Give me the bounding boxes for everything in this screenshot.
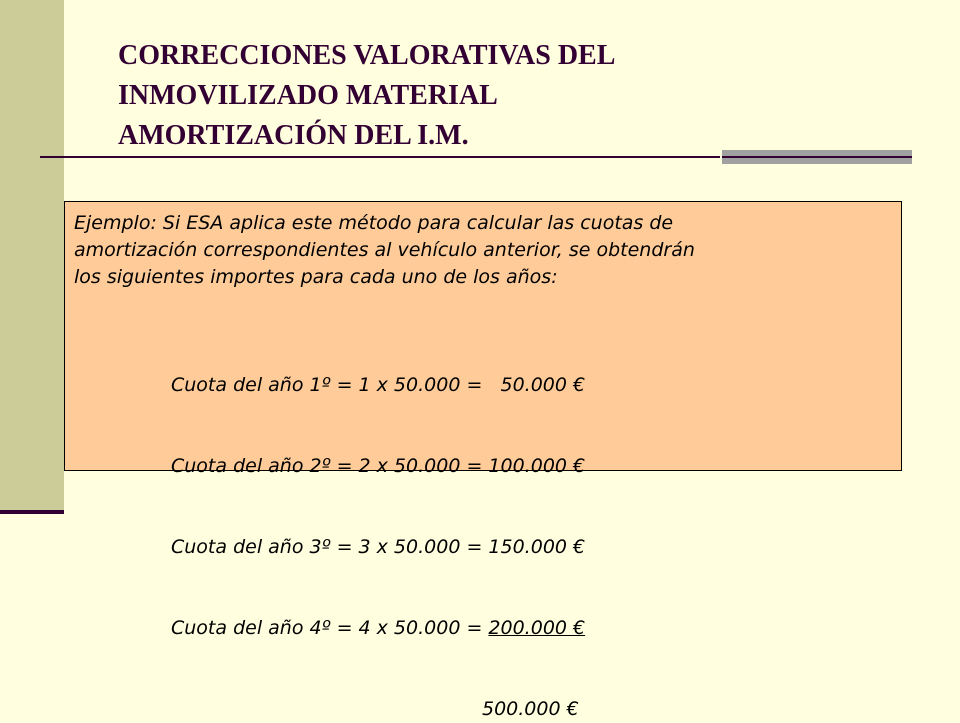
cuotas-total: 500.000 € — [482, 698, 579, 720]
title-divider — [40, 156, 720, 158]
example-spacer — [74, 291, 893, 318]
title-divider-accent-line — [722, 156, 912, 158]
left-accent-bar-cap — [0, 510, 64, 514]
cuota-row-2 — [171, 453, 893, 480]
example-box — [64, 201, 902, 720]
cuota-amount-2: 100.000 € — [488, 455, 586, 477]
cuota-label-2: Cuota del año 2º = 2 x 50.000 = — [171, 455, 489, 477]
cuota-amount-4: 200.000 € — [488, 617, 586, 639]
cuota-label-1: Cuota del año 1º = 1 x 50.000 = — [171, 374, 489, 396]
slide-title — [118, 36, 918, 156]
cuota-label-3: Cuota del año 3º = 3 x 50.000 = — [171, 536, 489, 558]
title-line-1: CORRECCIONES VALORATIVAS DEL — [118, 40, 616, 71]
left-accent-bar — [0, 0, 64, 510]
cuota-amount-3: 150.000 € — [488, 536, 586, 558]
cuota-amount-1: 50.000 € — [488, 374, 586, 396]
cuota-row-1 — [171, 372, 893, 399]
cuotas-list — [74, 318, 893, 696]
cuota-row-3 — [171, 534, 893, 561]
title-line-3: AMORTIZACIÓN DEL I.M. — [118, 120, 469, 151]
cuota-row-4 — [171, 615, 893, 642]
cuota-label-4: Cuota del año 4º = 4 x 50.000 = — [171, 617, 489, 639]
example-intro-line-3: los siguientes importes para cada uno de los años: — [74, 266, 558, 288]
title-line-2: INMOVILIZADO MATERIAL — [118, 80, 498, 111]
example-intro-line-1: Ejemplo: Si ESA aplica este método para calcular las cuotas de — [74, 212, 674, 234]
example-intro-line-2: amortización correspondientes al vehículo anterior, se obtendrán — [74, 239, 695, 261]
